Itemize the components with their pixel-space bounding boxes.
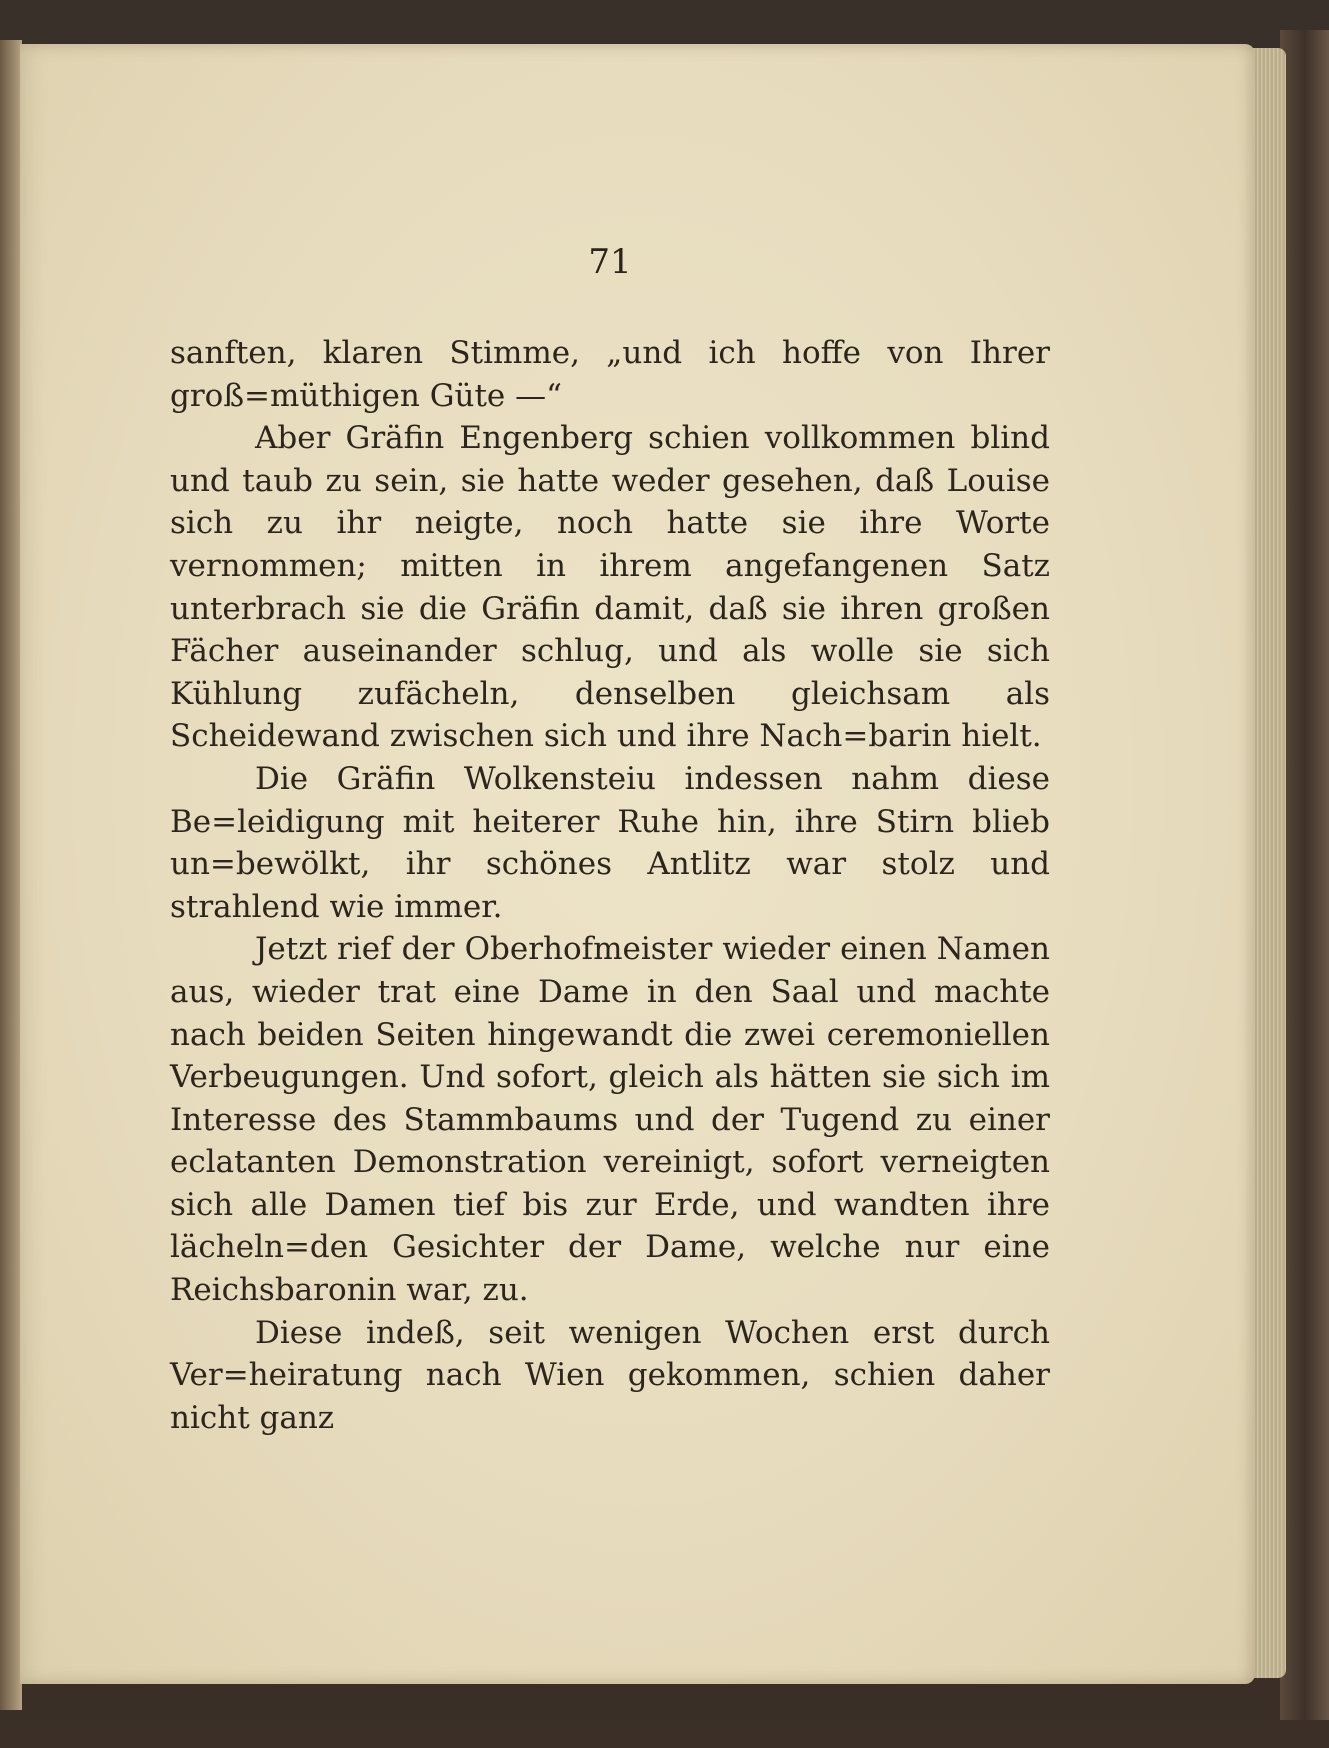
page-number: 71 [588, 242, 632, 282]
page-text [170, 332, 1050, 1439]
book-cover-edge [1280, 30, 1329, 1720]
book-page [20, 44, 1255, 1684]
paragraph-2: Aber Gräfin Engenberg schien vollkommen blind und taub zu sein, sie hatte weder gesehen, daß Louise sich zu ihr neigte, noch hatte sie ihre Worte vernommen; mitten in ihrem angefangenen Satz unterbrach sie die Gräfin damit, daß sie ihren großen Fächer auseinander schlug, und als wolle sie sich Kühlung zufächeln, denselben gleichsam als Scheidewand zwischen sich und ihre Nach=barin hielt. [170, 420, 1050, 755]
paragraph-3: Die Gräfin Wolkensteiu indessen nahm diese Be=leidigung mit heiterer Ruhe hin, ihre Stirn blieb un=bewölkt, ihr schönes Antlitz war stolz und strahlend wie immer. [170, 760, 1050, 925]
previous-page-edge [0, 40, 22, 1710]
paragraph-1: sanften, klaren Stimme, „und ich hoffe von Ihrer groß=müthigen Güte —“ [170, 335, 1050, 414]
paragraph-5: Diese indeß, seit wenigen Wochen erst durch Ver=heiratung nach Wien gekommen, schien daher nicht ganz [170, 1314, 1050, 1436]
paragraph-4: Jetzt rief der Oberhofmeister wieder einen Namen aus, wieder trat eine Dame in den Saal und machte nach beiden Seiten hingewandt die zwei ceremoniellen Verbeugungen. Und sofort, gleich als hätten sie sich im Interesse des Stammbaums und der Tugend zu einer eclatanten Demonstration vereinigt, sofort verneigten sich alle Damen tief bis zur Erde, und wandten ihre lächeln=den Gesichter der Dame, welche nur eine Reichsbaronin war, zu. [170, 931, 1050, 1309]
